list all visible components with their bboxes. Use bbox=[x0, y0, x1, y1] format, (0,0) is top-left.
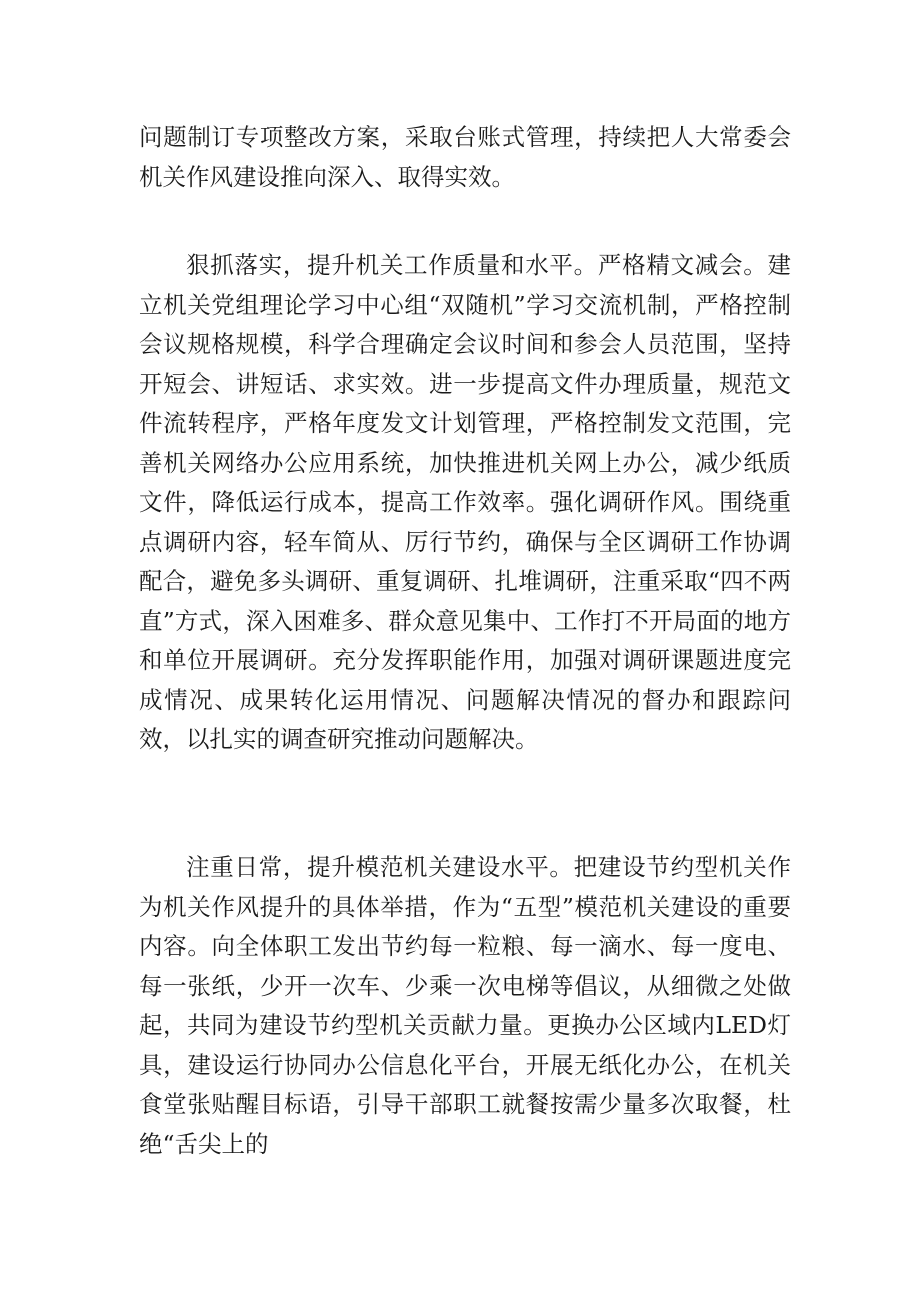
paragraph-implementation: 狠抓落实，提升机关工作质量和水平。严格精文减会。建立机关党组理论学习中心组“双随机”学习交流机制，严格控制会议规格规模，科学合理确定会议时间和参会人员范围，坚持开短会、讲短话、求实效。进一步提高文件办理质量，规范文件流转程序，严格年度发文计划管理，严格控制发文范围，完善机关网络办公应用系统，加快推进机关网上办公，减少纸质文件，降低运行成本，提高工作效率。强化调研作风。围绕重点调研内容，轻车简从、厉行节约，确保与全区调研工作协调配合，避免多头调研、重复调研、扎堆调研，注重采取“四不两直”方式，深入困难多、群众意见集中、工作打不开局面的地方和单位开展调研。充分发挥职能作用，加强对调研课题进度完成情况、成果转化运用情况、问题解决情况的督办和跟踪问效，以扎实的调查研究推动问题解决。 bbox=[139, 251, 791, 753]
paragraph-continuation: 问题制订专项整改方案，采取台账式管理，持续把人大常委会机关作风建设推向深入、取得实效。 bbox=[139, 123, 791, 191]
paragraph-daily-routine: 注重日常，提升模范机关建设水平。把建设节约型机关作为机关作风提升的具体举措，作为“五型”模范机关建设的重要内容。向全体职工发出节约每一粒粮、每一滴水、每一度电、每一张纸，少开一次车、少乘一次电梯等倡议，从细微之处做起，共同为建设节约型机关贡献力量。更换办公区域内LED灯具，建设运行协同办公信息化平台，开展无纸化办公，在机关食堂张贴醒目标语，引导干部职工就餐按需少量多次取餐，杜绝“舌尖上的 bbox=[139, 853, 791, 1158]
